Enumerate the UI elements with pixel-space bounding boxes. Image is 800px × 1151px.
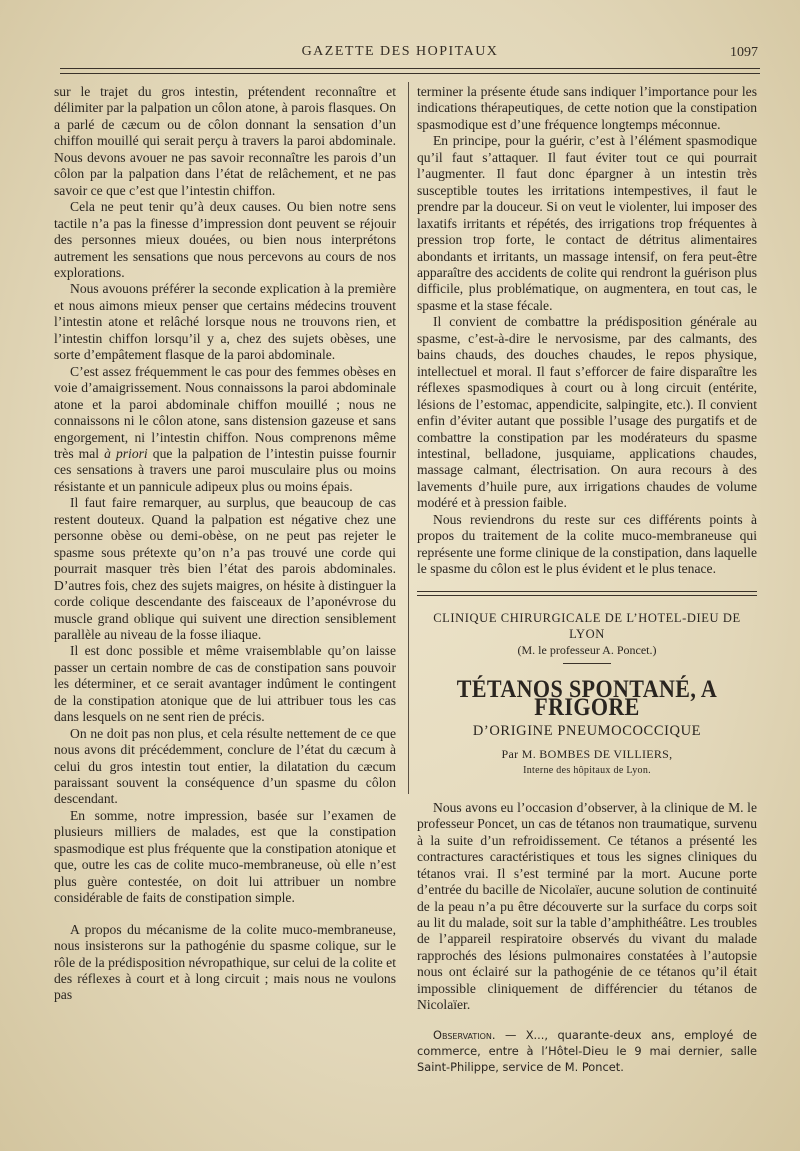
- left-column: [54, 84, 396, 1004]
- paragraph: Il faut faire remarquer, au surplus, que beaucoup de cas restent douteux. Quand la palpation est négative chez une personne obèse ou demi-obèse, on ne peut pas rejeter le spasme sous prétexte qu’on n’a pas trouvé une corde qui pourrait masquer très bien l’état des parois abdominales. D’autres fois, chez des sujets maigres, on hésite à distinguer la corde colique descendante des faisceaux de l’aponévrose du muscle grand oblique qui suivent une direction sensiblement parallèle au niveau de la fosse iliaque.: [54, 495, 396, 642]
- paragraph: En principe, pour la guérir, c’est à l’élément spasmodique qu’il faut s’attaquer. Il faut éviter tout ce qui pourrait l’augmenter. Il faut donc épargner à un intestin très susceptible toutes les irritations intempestives, il faut le prendre par la douceur. Si on veut le violenter, lui imposer des laxatifs irritants et répétés, des irrigations trop fréquentes à pression trop forte, le contact de détritus alimentaires abondants et irritants, un massage intensif, on fera peut-être apparaître des accidents de colite qui rendront la guérison plus difficile, plus problématique, on augmentera, en tout cas, le spasme et la stase fécale.: [417, 133, 757, 313]
- paragraph-text: C’est assez fréquemment le cas pour des femmes obèses en voie d’amaigrissement. Nous connaissons la paroi abdominale atone et la paroi abdominale chiffon mouillé ; nous ne connaissons ni le côlon atone, sans distension gazeuse et sans engorgement, ni l’intestin chiffon. Nous comprenons même très mal: [54, 363, 396, 461]
- paragraph: sur le trajet du gros intestin, prétendent reconnaître et délimiter par la palpation un côlon atone, à parois flasques. On a parlé de cæcum ou de côlon donnant la sensation d’un chiffon mouillé qui serait perçu à travers la paroi abdominale. Nous devons avouer ne pas savoir reconnaître les parois d’un côlon par la palpation dans l’état de relâchement, et ne pas savoir ce que c’est que l’intestin chiffon.: [54, 84, 396, 198]
- observation-label: Observation.: [433, 1027, 496, 1042]
- paragraph: Nous reviendrons du reste sur ces différents points à propos du traitement de la colite muco-membraneuse qui représente une forme clinique de la constipation, dans laquelle le spasme du côlon est le plus évident et le plus tenace.: [417, 511, 757, 577]
- author-role: Interne des hôpitaux de Lyon.: [523, 765, 651, 777]
- short-rule: [563, 663, 611, 664]
- section-rule-top: [417, 591, 757, 592]
- paragraph: [54, 364, 396, 496]
- section-rule-bottom: [417, 595, 757, 596]
- paragraph-text: que la palpation de l’intestin puisse fournir ces sensations à travers une paroi musculaire plus ou moins résistante et un pannicule adipeux plus ou moins épais.: [54, 445, 396, 494]
- paragraph: En somme, notre impression, basée sur l’examen de plusieurs milliers de malades, est que la constipation spasmodique est plus fréquente que la constipation atonique et que, outre les cas de colite muco-membraneuse, où elle n’est plus guère contestée, on doit lui attribuer un nombre considérable de faits de constipation simple.: [54, 807, 396, 906]
- column-divider: [408, 82, 409, 794]
- page-header: [0, 44, 800, 64]
- header-rule-top: [60, 68, 760, 69]
- header-rule-bottom: [60, 73, 760, 74]
- paragraph: Nous avons eu l’occasion d’observer, à la clinique de M. le professeur Poncet, un cas de tétanos non traumatique, survenu à la suite d’un refroidissement. Ce tétanos a présenté les contractures caractéristiques et tous les signes cliniques du tétanos vrai. Il s’est terminé par la mort. Aucune porte d’entrée du bacille de Nicolaïer, aucune solution de continuité de la peau n’a pu être découverte sur la surface du corps soit au lit du malade, soit sur la table d’amphithéâtre. Les troubles de l’appareil respiratoire observés du vivant du malade rapprochés des lésions pulmonaires constatées à l’autopsie nous ont éclairé sur la pathogénie de ce tétanos qu’il était impossible cliniquement de différencier du tétanos de Nicolaïer.: [417, 799, 757, 1013]
- clinic-professor: (M. le professeur A. Poncet.): [517, 642, 657, 657]
- article-author: Par M. BOMBES DE VILLIERS,: [501, 746, 673, 761]
- article-body: [417, 800, 757, 1014]
- paragraph: Il convient de combattre la prédisposition générale au spasme, c’est-à-dire le nervosisme, par des calmants, des bains chauds, des douches chaudes, le repos physique, intellectuel et moral. Il faut s’efforcer de faire disparaître les réflexes spasmodiques à court ou à long circuit (entérite, lésions de l’estomac, appendicite, salpingite, etc.). Il convient enfin d’éviter autant que possible l’usage des purgatifs et de combattre la constipation par les modérateurs du spasme intestinal, belladone, jusquiame, applications chaudes, massage calmant, électrisation. On aura recours à des lavements d’huile pure, aux irrigations chaudes de volume modéré et à pression faible.: [417, 314, 757, 511]
- paragraph: Nous avouons préférer la seconde explication à la première et nous aimons mieux penser que certains médecins trouvent l’intestin atone et relâché lorsque nous ne trouvons rien, et l’intestin chiffon lorsqu’il y a, chez des sujets obèses, une sorte d’empâtement flasque de la paroi abdominale.: [54, 281, 396, 363]
- clinic-heading: CLINIQUE CHIRURGICALE DE L’HOTEL-DIEU DE LYON: [433, 610, 741, 641]
- observation-paragraph: [417, 1027, 757, 1075]
- journal-title: GAZETTE DES HOPITAUX: [301, 44, 499, 59]
- italic-phrase: à priori: [104, 445, 148, 461]
- right-column: [417, 84, 757, 1075]
- paragraph: terminer la présente étude sans indiquer l’importance pour les indications thérapeutiques, de cette notion que la constipation spasmodique est d’une fréquence longtemps méconnue.: [417, 84, 757, 132]
- article-title: TÉTANOS SPONTANÉ, A FRIGORE: [456, 673, 718, 722]
- paragraph: Il est donc possible et même vraisemblable qu’on laisse passer un certain nombre de cas de constipation sans pouvoir les déterminer, et ce serait avantager indûment le contingent de la constipation atonique que de lui attribuer tous les cas dans lesquels on ne sent rien de précis.: [54, 643, 396, 725]
- article-subtitle: D’ORIGINE PNEUMOCOCCIQUE: [472, 722, 702, 739]
- paragraph: Cela ne peut tenir qu’à deux causes. Ou bien notre sens tactile n’a pas la finesse d’impression dont peuvent se réjouir des personnes mieux douées, ou bien nous interprétons autrement les sensations que nous percevons au cours de nos explorations.: [54, 199, 396, 280]
- observation-text: — X..., quarante-deux ans, employé de commerce, entre à l’Hôtel-Dieu le 9 mai dernier, salle Saint-Philippe, service de M. Poncet.: [417, 1027, 757, 1074]
- paragraph: A propos du mécanisme de la colite muco-membraneuse, nous insisterons sur la pathogénie du spasme colique, sur le rôle de la prédisposition névropathique, sur celui de la colite et des réflexes à court et à long circuit ; mais nous ne voulons pas: [54, 921, 396, 1003]
- page-number: 1097: [730, 45, 758, 60]
- paragraph: On ne doit pas non plus, et cela résulte nettement de ce que nous avons dit précédemment, conclure de l’état du cæcum à celui du gros intestin tout entier, la dilatation du cæcum paraissant souvent la conséquence d’un spasme du côlon descendant.: [54, 725, 396, 807]
